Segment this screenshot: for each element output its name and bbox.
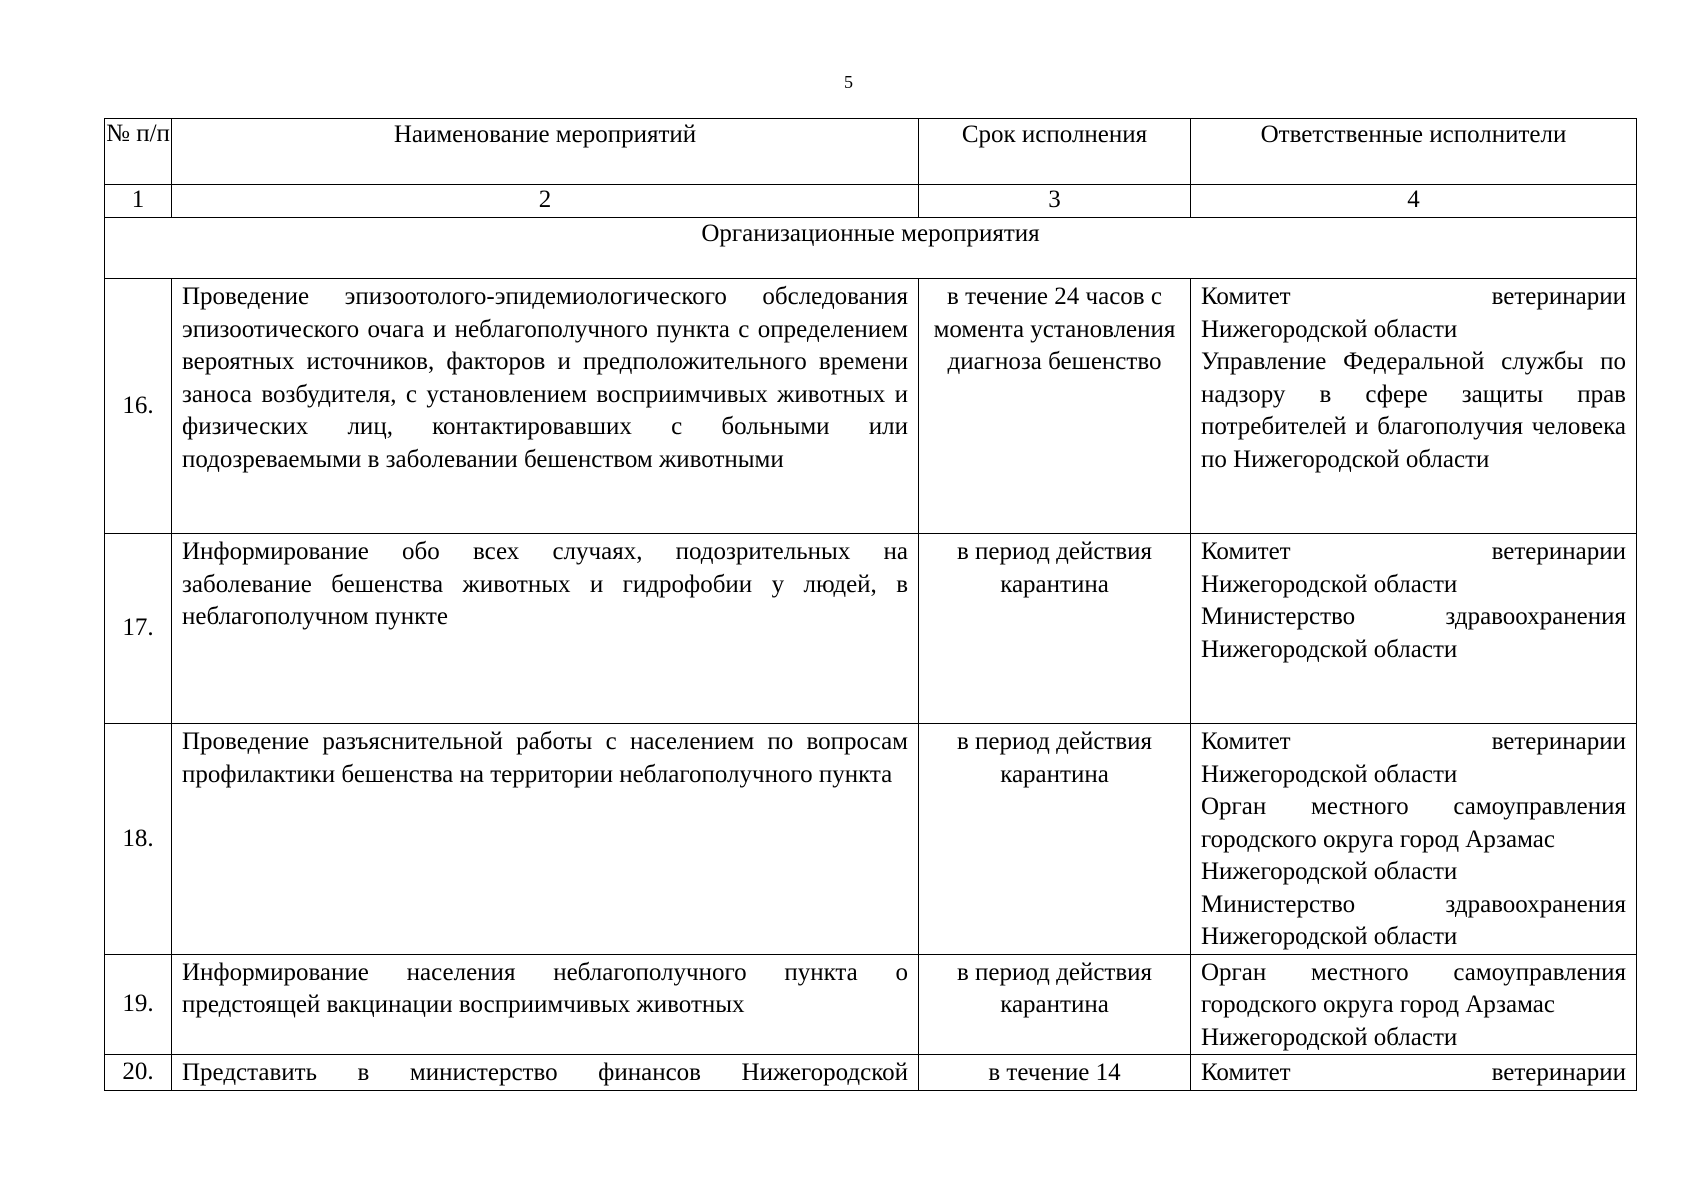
measure-name-line: Представить в министерство финансов Нижегородской bbox=[182, 1059, 908, 1086]
section-title: Организационные мероприятия bbox=[105, 218, 1637, 279]
measure-term: в период действия карантина bbox=[919, 954, 1191, 1055]
column-number-row bbox=[105, 185, 1637, 218]
responsible-line: Орган местного самоуправления городского округа город Арзамас bbox=[1201, 958, 1626, 1018]
table-row bbox=[105, 724, 1637, 955]
responsible-line: Нижегородской области bbox=[1201, 570, 1458, 598]
measure-name: Проведение эпизоотолого-эпидемиологического обследования эпизоотического очага и неблагополучного пункта с определением вероятных источников, факторов и предположительного времени заноса возбудителя, с установлением восприимчивых животных и физических лиц, контактировавших с больными или подозреваемыми в заболевании бешенством животными bbox=[172, 279, 919, 534]
row-number: 18. bbox=[105, 724, 172, 955]
row-number: 17. bbox=[105, 534, 172, 724]
responsible-line: Комитет ветеринарии bbox=[1201, 283, 1626, 310]
responsible-line: Нижегородской области bbox=[1201, 760, 1458, 788]
measure-term: в период действия карантина bbox=[919, 724, 1191, 955]
responsible-line: Нижегородской области bbox=[1201, 858, 1458, 885]
table-row bbox=[105, 1055, 1637, 1091]
section-row bbox=[105, 218, 1637, 279]
measure-term: в течение 14 bbox=[919, 1055, 1191, 1091]
responsible-line: Нижегородской области bbox=[1201, 923, 1458, 950]
responsible-line: Комитет ветеринарии bbox=[1201, 728, 1626, 755]
measure-name: Информирование населения неблагополучного пункта о предстоящей вакцинации восприимчивых животных bbox=[172, 954, 919, 1055]
responsible-line: Нижегородской области bbox=[1201, 1023, 1458, 1051]
table-row bbox=[105, 279, 1637, 534]
measure-name: Проведение разъяснительной работы с населением по вопросам профилактики бешенства на территории неблагополучного пункта bbox=[172, 724, 919, 955]
measure-responsible bbox=[1191, 954, 1637, 1055]
measure-responsible bbox=[1191, 1055, 1637, 1091]
row-number: 19. bbox=[105, 954, 172, 1055]
responsible-line: Комитет ветеринарии bbox=[1201, 538, 1626, 565]
table-row bbox=[105, 954, 1637, 1055]
table-header-row bbox=[105, 119, 1637, 185]
header-number: № п/п bbox=[105, 119, 172, 185]
measure-responsible bbox=[1191, 534, 1637, 724]
responsible-line: Управление Федеральной службы по надзору в сфере защиты прав потребителей и благополучия человека по Нижегородской области bbox=[1201, 348, 1626, 473]
measure-responsible bbox=[1191, 724, 1637, 955]
row-number: 20. bbox=[105, 1055, 172, 1091]
measure-term: в течение 24 часов с момента установления диагноза бешенство bbox=[919, 279, 1191, 534]
table-row bbox=[105, 534, 1637, 724]
measures-table bbox=[104, 118, 1637, 1091]
measure-term: в период действия карантина bbox=[919, 534, 1191, 724]
responsible-line: Орган местного самоуправления городского округа город Арзамас bbox=[1201, 793, 1626, 853]
column-number: 2 bbox=[172, 185, 919, 218]
measure-name: Информирование обо всех случаях, подозрительных на заболевание бешенства животных и гидрофобии у людей, в неблагополучном пункте bbox=[172, 534, 919, 724]
page-number: 5 bbox=[844, 72, 853, 92]
header-responsible: Ответственные исполнители bbox=[1191, 119, 1637, 185]
header-term: Срок исполнения bbox=[919, 119, 1191, 185]
header-name: Наименование мероприятий bbox=[172, 119, 919, 185]
responsible-line: Нижегородской области bbox=[1201, 635, 1458, 663]
measure-name bbox=[172, 1055, 919, 1091]
responsible-line: Министерство здравоохранения bbox=[1201, 603, 1626, 630]
column-number: 3 bbox=[919, 185, 1191, 218]
responsible-line: Комитет ветеринарии bbox=[1201, 1059, 1626, 1086]
column-number: 1 bbox=[105, 185, 172, 218]
measure-responsible bbox=[1191, 279, 1637, 534]
column-number: 4 bbox=[1191, 185, 1637, 218]
responsible-line: Нижегородской области bbox=[1201, 315, 1458, 343]
row-number: 16. bbox=[105, 279, 172, 534]
responsible-line: Министерство здравоохранения bbox=[1201, 890, 1626, 918]
